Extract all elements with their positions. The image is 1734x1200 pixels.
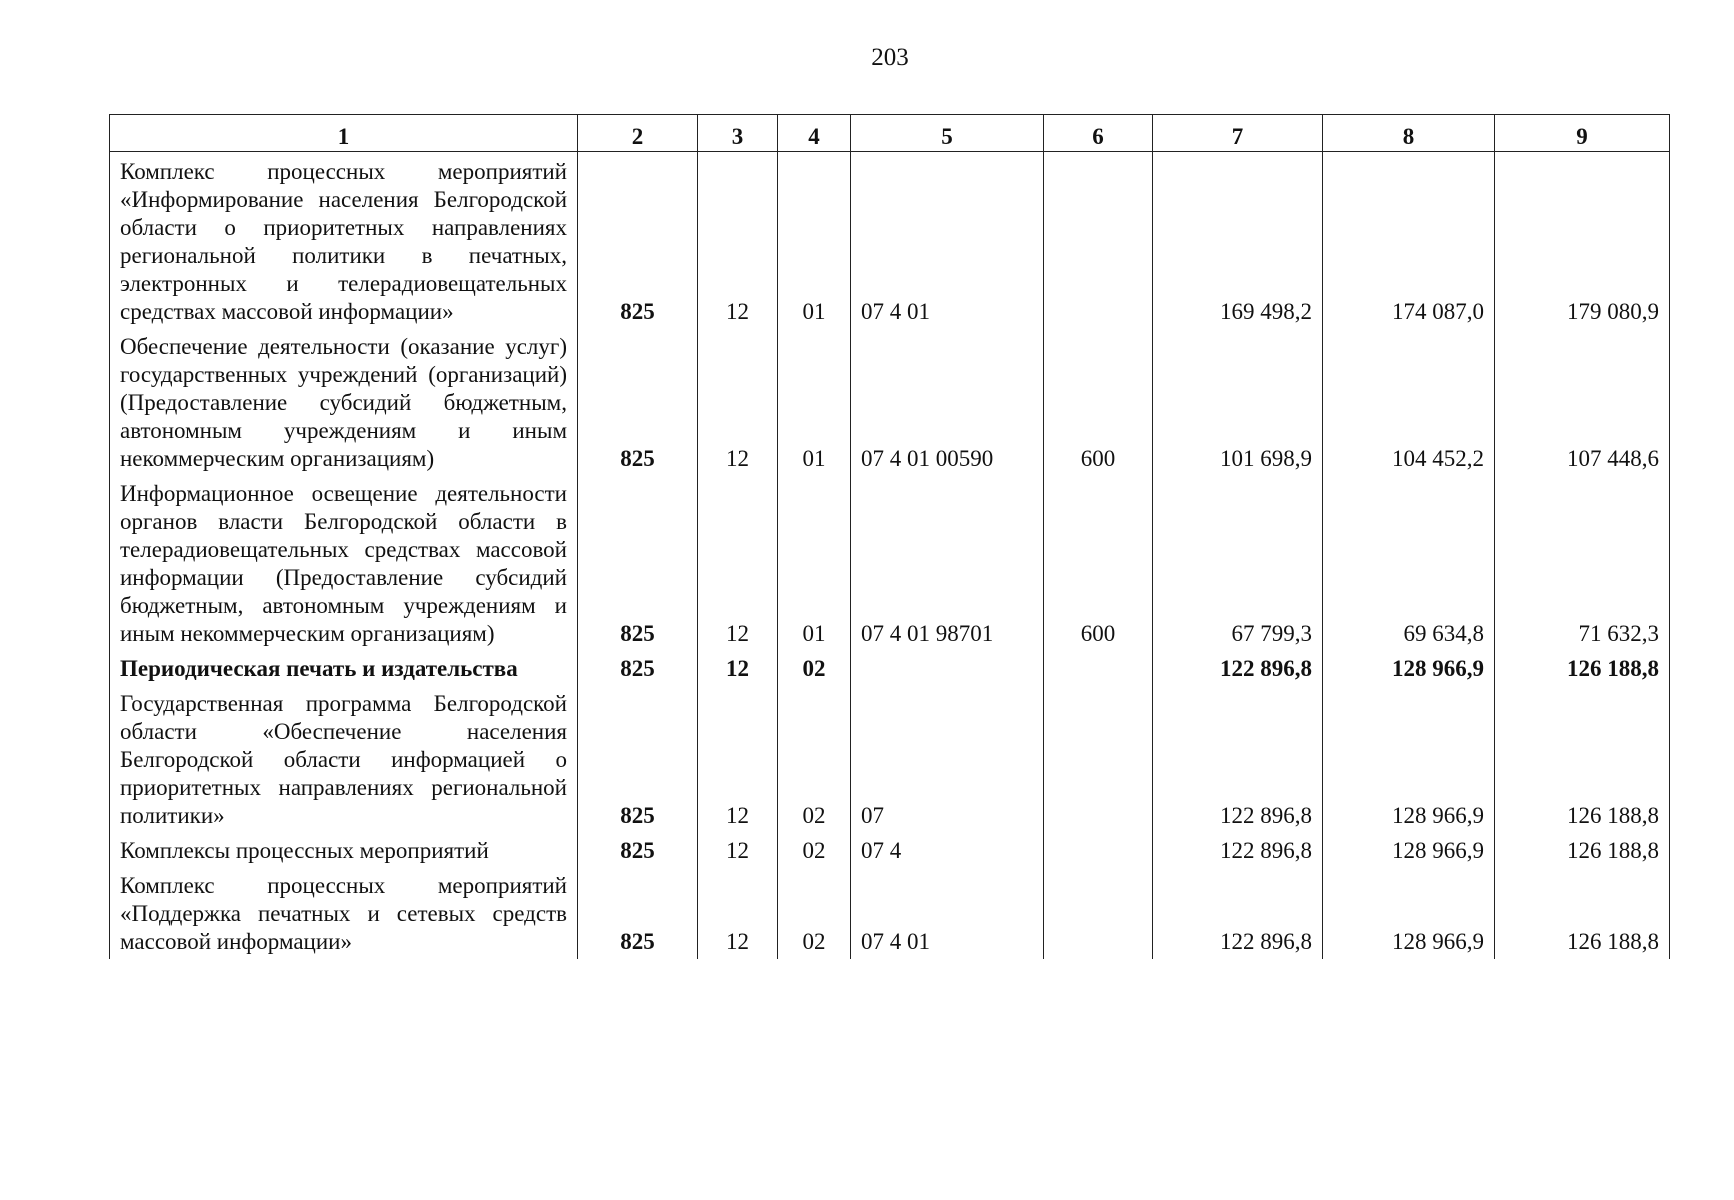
column-header: 1 [110,115,578,152]
row-amount-year3: 126 188,8 [1495,833,1670,868]
row-target-code: 07 4 01 [851,152,1044,330]
row-subsection: 02 [778,686,851,833]
row-amount-year1: 122 896,8 [1153,686,1323,833]
row-name: Обеспечение деятельности (оказание услуг) государственных учреждений (организаций) (Предоставление субсидий бюджетным, автономным учреждениям и иным некоммерческим организациям) [110,329,578,476]
column-header: 3 [698,115,778,152]
row-amount-year1: 169 498,2 [1153,152,1323,330]
header-row [110,115,1670,152]
row-name: Комплексы процессных мероприятий [110,833,578,868]
row-target-code: 07 4 01 [851,868,1044,959]
row-amount-year2: 128 966,9 [1323,868,1495,959]
row-name: Государственная программа Белгородской области «Обеспечение населения Белгородской области информацией о приоритетных направлениях региональной политики» [110,686,578,833]
column-header: 2 [578,115,698,152]
row-expense-type [1044,833,1153,868]
row-ved-code: 825 [578,833,698,868]
row-section: 12 [698,651,778,686]
row-ved-code: 825 [578,651,698,686]
row-amount-year1: 122 896,8 [1153,651,1323,686]
column-header: 6 [1044,115,1153,152]
row-amount-year2: 128 966,9 [1323,833,1495,868]
table-row [110,868,1670,959]
row-target-code: 07 4 01 98701 [851,476,1044,651]
row-expense-type [1044,686,1153,833]
column-header: 4 [778,115,851,152]
row-expense-type: 600 [1044,329,1153,476]
row-expense-type: 600 [1044,476,1153,651]
row-expense-type [1044,651,1153,686]
row-amount-year2: 128 966,9 [1323,651,1495,686]
row-name: Комплекс процессных мероприятий «Поддержка печатных и сетевых средств массовой информации» [110,868,578,959]
table-row [110,329,1670,476]
page-number: 203 [871,44,909,71]
column-header: 5 [851,115,1044,152]
row-amount-year3: 71 632,3 [1495,476,1670,651]
row-expense-type [1044,152,1153,330]
row-amount-year2: 128 966,9 [1323,686,1495,833]
table-row-section-total [110,651,1670,686]
row-section: 12 [698,152,778,330]
row-target-code: 07 [851,686,1044,833]
budget-table-container [109,114,1669,959]
row-ved-code: 825 [578,476,698,651]
row-section: 12 [698,329,778,476]
row-amount-year1: 67 799,3 [1153,476,1323,651]
row-subsection: 01 [778,152,851,330]
row-ved-code: 825 [578,686,698,833]
table-row [110,686,1670,833]
column-header: 7 [1153,115,1323,152]
row-amount-year1: 122 896,8 [1153,868,1323,959]
row-section: 12 [698,476,778,651]
column-header: 8 [1323,115,1495,152]
row-section: 12 [698,833,778,868]
row-target-code: 07 4 [851,833,1044,868]
row-ved-code: 825 [578,868,698,959]
row-section: 12 [698,868,778,959]
row-amount-year3: 126 188,8 [1495,651,1670,686]
row-amount-year2: 174 087,0 [1323,152,1495,330]
row-name: Периодическая печать и издательства [110,651,578,686]
table-row [110,476,1670,651]
table-row [110,833,1670,868]
row-subsection: 01 [778,329,851,476]
row-ved-code: 825 [578,329,698,476]
budget-table [109,114,1670,959]
row-target-code: 07 4 01 00590 [851,329,1044,476]
row-subsection: 02 [778,651,851,686]
row-subsection: 01 [778,476,851,651]
row-name: Комплекс процессных мероприятий «Информирование населения Белгородской области о приоритетных направлениях региональной политики в печатных, электронных и телерадиовещательных средствах массовой информации» [110,152,578,330]
row-amount-year3: 179 080,9 [1495,152,1670,330]
row-section: 12 [698,686,778,833]
row-amount-year2: 69 634,8 [1323,476,1495,651]
row-amount-year3: 107 448,6 [1495,329,1670,476]
row-amount-year1: 101 698,9 [1153,329,1323,476]
row-amount-year2: 104 452,2 [1323,329,1495,476]
row-ved-code: 825 [578,152,698,330]
table-row [110,152,1670,330]
row-amount-year3: 126 188,8 [1495,868,1670,959]
row-amount-year3: 126 188,8 [1495,686,1670,833]
column-header: 9 [1495,115,1670,152]
row-amount-year1: 122 896,8 [1153,833,1323,868]
row-target-code [851,651,1044,686]
row-name: Информационное освещение деятельности органов власти Белгородской области в телерадиовещательных средствах массовой информации (Предоставление субсидий бюджетным, автономным учреждениям и иным некоммерческим организациям) [110,476,578,651]
row-subsection: 02 [778,833,851,868]
row-subsection: 02 [778,868,851,959]
row-expense-type [1044,868,1153,959]
